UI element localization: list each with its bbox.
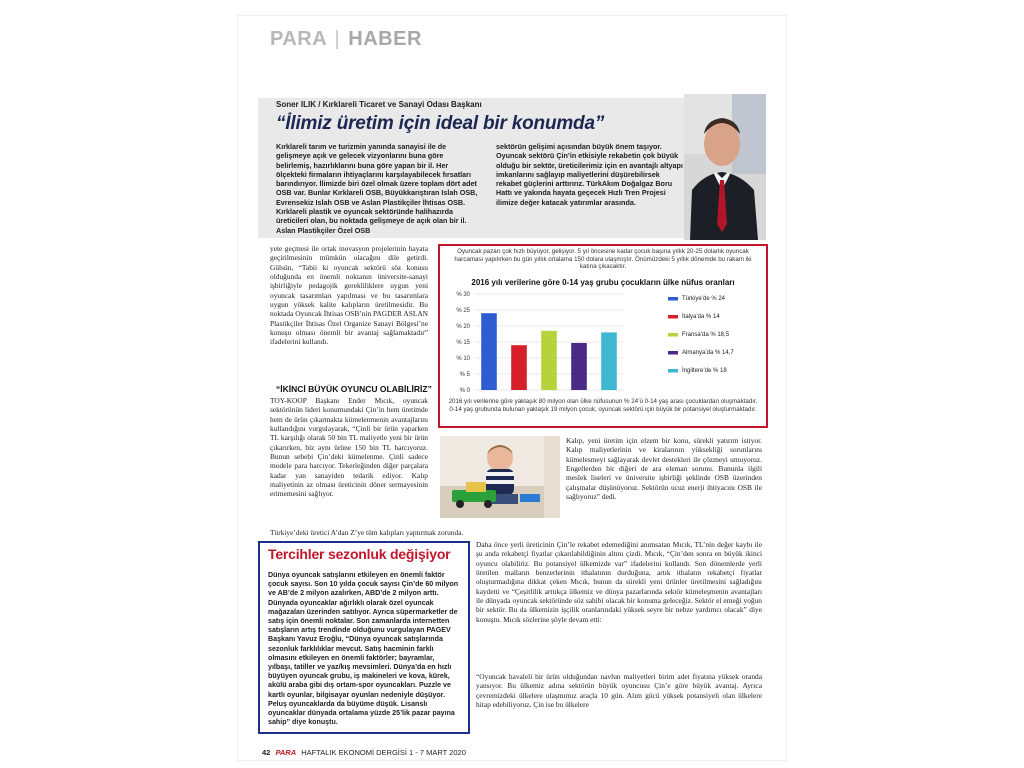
headline: “İlimiz üretim için ideal bir konumda” (276, 113, 605, 134)
page-footer (262, 748, 466, 757)
page-number: 42 (262, 748, 271, 757)
legend-swatch (668, 351, 678, 355)
bar-fransa (541, 331, 557, 390)
right-column-text-1: Kalıp, yeni üretim için elzem bir konu, sürekli yatırım istiyor. Kalıp maliyetlerinin ve kiralarının yüksekliği sorunlarını kümelesmeyi sağlayarak devlet destekleri ile çözmeyi umuyoruz. Engellerden bir diğeri de ara eleman sorunu. Bununla ilgili meslek liseleri ve üniversite işbirliği şeklinde OSB üzerinden çalışmalar düşünüyoruz. Sektörün ucuz enerji ihtiyacını OSB ile sağlıyoruz” dedi. (566, 436, 762, 502)
masthead-right: HABER (348, 28, 422, 50)
wide-line: Türkiye’deki üretici A’dan Z’ye tüm kalıpları yaptırmak zorunda. (270, 528, 464, 537)
right-column-text-2: Daha önce yerli üreticinin Çin’le rekabet edemediğini anımsatan Mıcık, TL’nin değer kaybı ile şu anda rekabetçi fiyatlar çıkarılabildiğinin altını çizdi. Mıcık, “Çin’den sonra en büyük ikinci oyuncu olabiliriz. Bu potansiyel ülkemizde var” ifadelerini kullandı. Son dönemlerde yerli üretilen malların benzerlerinin ithalatının durduğuna, artık ithalatın rekabetçi fiyatlar oluşturmadığına dikkat çeken Mıcık, bunun da sürekli yeni ürünler üretilmesini sağladığını kaydetti ve “Çeşitlilik arttıkça ülkemiz ve dünya pazarlarında sektör kümeleşmenin avantajları ile dünyada oyuncak sektöründe söz sahibi olacak bir konuma geleceğiz. Sektör el emeği yoğun bir sektör. Bu da ülkemizin işçilik oranlarındaki yüksek seyre bir nebze yardımcı olacak” diye konuştu. Mıcık sözlerine şöyle devam etti: (476, 540, 762, 624)
legend-swatch (668, 333, 678, 337)
y-tick-label: % 25 (456, 308, 470, 314)
legend-label: Almanya’da % 14,7 (682, 350, 734, 356)
y-tick-label: % 30 (456, 292, 470, 298)
intro-column-1: Kırklareli tarım ve turizmin yanında sanayisi ile de gelişmeye açık ve gelecek vizyonlarını buna göre belirlemiş, hazırlıklarını buna göre yapan bir il. Her ölçekteki firmaların ihtiyaçlarını karşılayabilecek fırsatları barındırıyor. İlimizde biri özel olmak üzere toplam dört adet OSB var. Bunlar Kırklareli OSB, Büyükkarıştıran Islah OSB, Evrensekiz Islah OSB ve Aslan Plastikçiler İhtisas OSB. Kırklareli plastik ve oyuncak sektöründe halihazırda üreticileri olan, bu noktada gelişmeye de açık olan bir il. Aslan Plastikçiler Özel OSB (276, 142, 478, 235)
sidebar-title: Tercihler sezonluk değişiyor (268, 546, 451, 562)
left-column-mid: TOY-KOOP Başkanı Ender Mıcık, oyuncak sektörünün lideri konumundaki Çin’in hem üretimde hem de ürün çıkarmakta kümelenmenin avantajlarını kullandığını vurgulayarak, “Çinli bir ürün yaparken TL karşılığı olarak 50 bin TL maliyetle yeni bir ürün çıkarırken, biz aynı ürüne 150 bin TL harcıyoruz. Bunun sebebi Çin’deki kümelenme. Çinli sadece modele para harcıyor. Tekerleğinden diğer parçalara kadar yan sanayiden tedarik ediyor. Kalıp maliyetinin az olması üreticinin döner sermayesinin erimemesini sağlıyor. (270, 396, 428, 499)
y-tick-label: % 5 (459, 372, 470, 378)
legend-label: Fransa’da % 18,5 (682, 332, 730, 338)
chart-footnote: 2016 yılı verilerine göre yaklaşık 80 milyon olan ülke nüfusunun % 24’ü 0-14 yaş arası çocuklardan oluşmaktadır. 0-14 yaş grubunda bulunan yaklaşık 19 milyon çocuk, oyuncak sektörü için büyük bir potansiyel oluşturmaktadır. (448, 398, 758, 413)
legend-label: İtalya’da % 14 (682, 314, 720, 320)
bar-almanya (571, 343, 587, 390)
legend-swatch (668, 369, 678, 373)
masthead-separator: | (334, 28, 341, 50)
y-tick-label: % 20 (456, 324, 470, 330)
legend-swatch (668, 315, 678, 319)
bar-türkiye (481, 313, 497, 390)
legend-label: Türkiye’de % 24 (682, 296, 726, 302)
byline: Soner ILIK / Kırklareli Ticaret ve Sanayi Odası Başkanı (276, 100, 482, 109)
legend-swatch (668, 297, 678, 301)
right-column-text-3: “Oyuncak havaleli bir ürün olduğundan navlun maliyetleri birim adet fiyatına yüksek oranda yansıyor. Bu ülkemiz adına sektörün büyük oyuncusu Çin’e göre büyük avantaj. Ayrıca çevremizdeki ülkelere ulaşmımız araçla 10 gün. Alım gücü yüksek potansiyeli olan ülkelere hitap edebiliyoruz. Çin ise bu ülkelere (476, 672, 762, 710)
chart-intro-text: Oyuncak pazarı çok hızlı büyüyor, gelişiyor. 5 yıl öncesine kadar çocuk başına yıllık 20-25 dolarlık oyuncak harcaması yapılırken bu gün yıllık ortalama 150 dolara ulaşmıştır. Önümüzdeki 5 yıllık dönemde bu rakam iki katına çıkacaktır. (454, 248, 752, 271)
y-tick-label: % 15 (456, 340, 470, 346)
issue-info: HAFTALIK EKONOMİ DERGİSİ 1 - 7 MART 2020 (301, 748, 466, 757)
left-column-top: yete geçmesi ile ortak inovasyon projelerinin hayata geçirilmesinin mümkün olacağını dile getirdi. Gülsün, “Tabii ki oyuncak sektörü söz konusu olduğunda en önemli noktanın üniversite-sanayi işbirliğiyle pedagojik gerekliliklere uygun yeni oyuncak tasarımları yapılması ve bu tasarımlara uygun yüksek kalite kalıpların üretilmesidir. Bu noktada Oyuncak İhtisas OSB’nin PAGDER ASLAN Plastikçiler İhtisas Özel Organize Sanayi Bölgesi’ne konuşu olması önemli bir avantaj sağlamaktadır” ifadelerini kullandı. (270, 244, 429, 347)
sidebar-text: Dünya oyuncak satışlarını etkileyen en önemli faktör çocuk sayısı. Son 10 yılda çocuk sayısı Çin’de 60 milyon ve AB’de 2 milyon azalırken, ABD’de 2 milyon arttı. Dünyada oyuncaklar ağırlıklı olarak özel oyuncak mağazaları üzerinden satılıyor. Ayrıca süpermarketler de satış için önemli noktalar. Son zamanlarda internetten satışların artış trendinde olduğunu vurgulayan PAGEV Başkanı Yavuz Eroğlu, “Dünya oyuncak satışlarında sezonluk farklılıklar mevcut. Satış hacminin farklı olmasını etkileyen en önemli faktörler; bayramlar, yılbaşı, tatiller ve yaz/kış mevsimleri. Dünya’da en hızlı büyüyen oyuncak grubu, iş makineleri ve kova, kürek, akülü araba gibi dış ortam-spor oyuncakları. Puzzle ve kartlı oyunlar, bilgisayar oyunları nedeniyle düşüyor. Peluş oyuncaklarda da büyüme düşük. Lisanslı oyuncaklar dünyada ortalama yüzde 25’lik pazar payına sahip” diye konuştu. (268, 571, 459, 727)
bar-i̇talya (511, 345, 527, 390)
chart-title: 2016 yılı verilerine göre 0-14 yaş grubu çocukların ülke nüfus oranları (471, 278, 735, 287)
section-masthead (270, 28, 422, 51)
bar-chart (444, 290, 760, 396)
subheading: “İKİNCİ BÜYÜK OYUNCU OLABİLİRİZ” (276, 384, 432, 394)
portrait-photo (684, 94, 766, 240)
y-tick-label: % 10 (456, 356, 470, 362)
intro-column-2: sektörün gelişimi açısından büyük önem taşıyor. Oyuncak sektörü Çin’in etkisiyle rekabetin çok büyük olduğu bir sektör, üreticilerimiz için en avantajlı altyapı imkanlarını sağlayıp maliyetlerini düşürebilirsek rekabet güçlerini arttırırız. TürkAkım Doğalgaz Boru Hattı ve yakında hayata geçecek Hızlı Tren Projesi ilimize değer katacak yatırımlar arasında. (496, 142, 683, 207)
child-playing-photo (440, 436, 560, 518)
bar-i̇ngiltere (601, 332, 617, 390)
magazine-name: PARA (275, 748, 297, 757)
legend-label: İngiltere’de % 18 (682, 368, 727, 374)
y-tick-label: % 0 (459, 388, 470, 394)
masthead-left: PARA (270, 28, 327, 50)
